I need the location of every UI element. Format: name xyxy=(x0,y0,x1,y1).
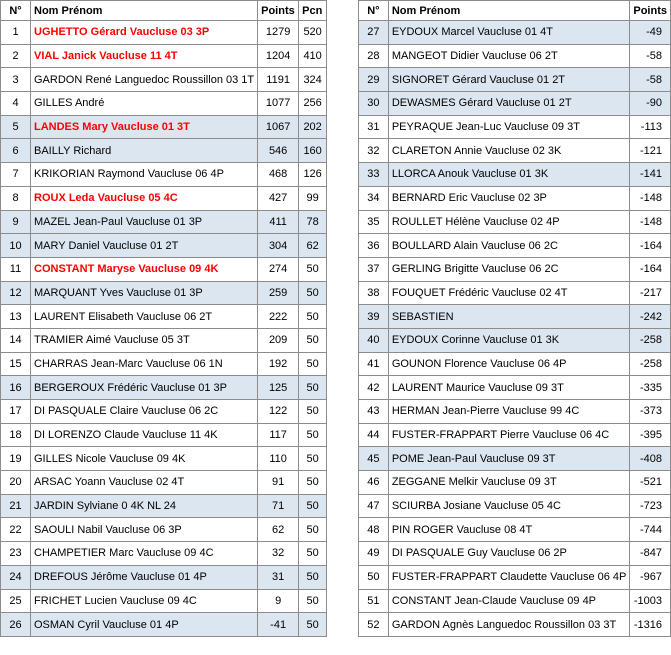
cell-points: 1077 xyxy=(258,92,299,116)
cell-points: 117 xyxy=(258,423,299,447)
cell-points: -242 xyxy=(630,305,671,329)
cell-points: -41 xyxy=(258,613,299,637)
cell-num: 43 xyxy=(359,400,389,424)
table-row xyxy=(1,376,327,400)
cell-num: 39 xyxy=(359,305,389,329)
cell-name: PEYRAQUE Jean-Luc Vaucluse 09 3T xyxy=(388,115,630,139)
cell-points: 274 xyxy=(258,257,299,281)
cell-num: 1 xyxy=(1,21,31,45)
cell-points: -258 xyxy=(630,328,671,352)
cell-name: CONSTANT Maryse Vaucluse 09 4K xyxy=(31,257,258,281)
cell-name: DI LORENZO Claude Vaucluse 11 4K xyxy=(31,423,258,447)
header-points: Points xyxy=(258,1,299,21)
cell-num: 26 xyxy=(1,613,31,637)
header-num: N° xyxy=(1,1,31,21)
cell-num: 28 xyxy=(359,44,389,68)
table-row xyxy=(1,447,327,471)
cell-name: MARY Daniel Vaucluse 01 2T xyxy=(31,234,258,258)
cell-name: OSMAN Cyril Vaucluse 01 4P xyxy=(31,613,258,637)
table-row xyxy=(359,565,671,589)
cell-name: CONSTANT Jean-Claude Vaucluse 09 4P xyxy=(388,589,630,613)
cell-num: 37 xyxy=(359,257,389,281)
cell-name: ROULLET Hélène Vaucluse 02 4P xyxy=(388,210,630,234)
cell-name: MARQUANT Yves Vaucluse 01 3P xyxy=(31,281,258,305)
cell-num: 31 xyxy=(359,115,389,139)
cell-points: 62 xyxy=(258,518,299,542)
cell-points: -90 xyxy=(630,92,671,116)
cell-points: -1316 xyxy=(630,613,671,637)
cell-name: JARDIN Sylviane 0 4K NL 24 xyxy=(31,494,258,518)
table-row xyxy=(1,163,327,187)
cell-pcn: 50 xyxy=(299,281,327,305)
table-row xyxy=(1,542,327,566)
cell-name: MAZEL Jean-Paul Vaucluse 01 3P xyxy=(31,210,258,234)
cell-pcn: 62 xyxy=(299,234,327,258)
table-row xyxy=(1,471,327,495)
table-row xyxy=(359,518,671,542)
cell-num: 48 xyxy=(359,518,389,542)
cell-points: -141 xyxy=(630,163,671,187)
table-row xyxy=(1,115,327,139)
table-row xyxy=(359,376,671,400)
table-row xyxy=(1,257,327,281)
cell-name: EYDOUX Marcel Vaucluse 01 4T xyxy=(388,21,630,45)
cell-pcn: 410 xyxy=(299,44,327,68)
cell-num: 14 xyxy=(1,328,31,352)
table-row xyxy=(359,471,671,495)
cell-name: FUSTER-FRAPPART Pierre Vaucluse 06 4C xyxy=(388,423,630,447)
cell-pcn: 50 xyxy=(299,447,327,471)
cell-num: 38 xyxy=(359,281,389,305)
cell-num: 51 xyxy=(359,589,389,613)
cell-name: LAURENT Maurice Vaucluse 09 3T xyxy=(388,376,630,400)
cell-points: -967 xyxy=(630,565,671,589)
cell-num: 12 xyxy=(1,281,31,305)
header-row xyxy=(359,1,671,21)
table-row xyxy=(359,210,671,234)
cell-pcn: 256 xyxy=(299,92,327,116)
table-row xyxy=(359,423,671,447)
cell-num: 35 xyxy=(359,210,389,234)
left-ranking-table xyxy=(0,0,327,637)
table-row xyxy=(359,234,671,258)
cell-points: 468 xyxy=(258,163,299,187)
cell-name: GARDON René Languedoc Roussillon 03 1T xyxy=(31,68,258,92)
table-row xyxy=(359,400,671,424)
cell-pcn: 50 xyxy=(299,471,327,495)
cell-pcn: 50 xyxy=(299,423,327,447)
cell-pcn: 202 xyxy=(299,115,327,139)
cell-num: 19 xyxy=(1,447,31,471)
table-row xyxy=(1,352,327,376)
cell-pcn: 324 xyxy=(299,68,327,92)
cell-num: 23 xyxy=(1,542,31,566)
table-row xyxy=(1,400,327,424)
cell-points: -395 xyxy=(630,423,671,447)
cell-num: 11 xyxy=(1,257,31,281)
cell-name: CLARETON Annie Vaucluse 02 3K xyxy=(388,139,630,163)
table-row xyxy=(1,565,327,589)
cell-points: -58 xyxy=(630,68,671,92)
table-row xyxy=(1,281,327,305)
cell-pcn: 50 xyxy=(299,494,327,518)
cell-points: -847 xyxy=(630,542,671,566)
cell-num: 25 xyxy=(1,589,31,613)
cell-name: DEWASMES Gérard Vaucluse 01 2T xyxy=(388,92,630,116)
cell-num: 29 xyxy=(359,68,389,92)
table-row xyxy=(359,542,671,566)
cell-num: 3 xyxy=(1,68,31,92)
cell-name: SCIURBA Josiane Vaucluse 05 4C xyxy=(388,494,630,518)
cell-name: FRICHET Lucien Vaucluse 09 4C xyxy=(31,589,258,613)
cell-name: UGHETTO Gérard Vaucluse 03 3P xyxy=(31,21,258,45)
cell-points: -1003 xyxy=(630,589,671,613)
cell-points: 1204 xyxy=(258,44,299,68)
table-row xyxy=(1,589,327,613)
cell-pcn: 50 xyxy=(299,400,327,424)
cell-points: 1067 xyxy=(258,115,299,139)
cell-name: FOUQUET Frédéric Vaucluse 02 4T xyxy=(388,281,630,305)
table-row xyxy=(359,186,671,210)
cell-num: 16 xyxy=(1,376,31,400)
cell-points: 1279 xyxy=(258,21,299,45)
cell-pcn: 160 xyxy=(299,139,327,163)
cell-pcn: 50 xyxy=(299,257,327,281)
cell-pcn: 50 xyxy=(299,613,327,637)
cell-name: BERNARD Eric Vaucluse 02 3P xyxy=(388,186,630,210)
table-row xyxy=(359,613,671,637)
cell-pcn: 99 xyxy=(299,186,327,210)
cell-pcn: 50 xyxy=(299,328,327,352)
cell-name: MANGEOT Didier Vaucluse 06 2T xyxy=(388,44,630,68)
cell-points: 192 xyxy=(258,352,299,376)
cell-num: 21 xyxy=(1,494,31,518)
table-row xyxy=(1,21,327,45)
table-row xyxy=(359,68,671,92)
cell-points: 1191 xyxy=(258,68,299,92)
cell-name: ROUX Leda Vaucluse 05 4C xyxy=(31,186,258,210)
cell-points: -164 xyxy=(630,257,671,281)
table-row xyxy=(359,352,671,376)
cell-num: 6 xyxy=(1,139,31,163)
cell-name: DREFOUS Jérôme Vaucluse 01 4P xyxy=(31,565,258,589)
cell-pcn: 50 xyxy=(299,542,327,566)
cell-name: GILLES Nicole Vaucluse 09 4K xyxy=(31,447,258,471)
cell-points: 259 xyxy=(258,281,299,305)
cell-num: 20 xyxy=(1,471,31,495)
table-row xyxy=(1,44,327,68)
cell-points: 222 xyxy=(258,305,299,329)
cell-points: 427 xyxy=(258,186,299,210)
table-row xyxy=(1,494,327,518)
cell-name: GARDON Agnès Languedoc Roussillon 03 3T xyxy=(388,613,630,637)
cell-name: CHAMPETIER Marc Vaucluse 09 4C xyxy=(31,542,258,566)
cell-num: 22 xyxy=(1,518,31,542)
cell-num: 5 xyxy=(1,115,31,139)
table-row xyxy=(359,139,671,163)
cell-points: -258 xyxy=(630,352,671,376)
cell-pcn: 50 xyxy=(299,565,327,589)
header-num: N° xyxy=(359,1,389,21)
cell-num: 4 xyxy=(1,92,31,116)
cell-num: 44 xyxy=(359,423,389,447)
table-row xyxy=(1,613,327,637)
cell-points: 125 xyxy=(258,376,299,400)
table-row xyxy=(359,115,671,139)
cell-name: CHARRAS Jean-Marc Vaucluse 06 1N xyxy=(31,352,258,376)
cell-num: 27 xyxy=(359,21,389,45)
table-row xyxy=(1,234,327,258)
cell-num: 49 xyxy=(359,542,389,566)
header-pcn: Pcn xyxy=(299,1,327,21)
table-row xyxy=(359,589,671,613)
cell-num: 50 xyxy=(359,565,389,589)
cell-name: ZEGGANE Melkir Vaucluse 09 3T xyxy=(388,471,630,495)
table-row xyxy=(1,139,327,163)
table-row xyxy=(359,21,671,45)
cell-points: -217 xyxy=(630,281,671,305)
cell-num: 52 xyxy=(359,613,389,637)
cell-name: BAILLY Richard xyxy=(31,139,258,163)
table-row xyxy=(359,328,671,352)
cell-points: 91 xyxy=(258,471,299,495)
table-row xyxy=(1,68,327,92)
table-row xyxy=(1,305,327,329)
cell-points: -408 xyxy=(630,447,671,471)
cell-name: EYDOUX Corinne Vaucluse 01 3K xyxy=(388,328,630,352)
cell-name: GERLING Brigitte Vaucluse 06 2C xyxy=(388,257,630,281)
table-row xyxy=(359,494,671,518)
cell-num: 2 xyxy=(1,44,31,68)
cell-num: 18 xyxy=(1,423,31,447)
cell-name: TRAMIER Aimé Vaucluse 05 3T xyxy=(31,328,258,352)
cell-points: 546 xyxy=(258,139,299,163)
table-row xyxy=(1,186,327,210)
cell-points: -121 xyxy=(630,139,671,163)
cell-points: -521 xyxy=(630,471,671,495)
cell-points: 31 xyxy=(258,565,299,589)
cell-num: 17 xyxy=(1,400,31,424)
cell-pcn: 78 xyxy=(299,210,327,234)
cell-points: 122 xyxy=(258,400,299,424)
table-row xyxy=(1,423,327,447)
cell-num: 36 xyxy=(359,234,389,258)
cell-num: 33 xyxy=(359,163,389,187)
cell-points: 209 xyxy=(258,328,299,352)
table-row xyxy=(359,257,671,281)
cell-points: -335 xyxy=(630,376,671,400)
cell-name: DI PASQUALE Claire Vaucluse 06 2C xyxy=(31,400,258,424)
cell-name: DI PASQUALE Guy Vaucluse 06 2P xyxy=(388,542,630,566)
table-row xyxy=(359,163,671,187)
cell-pcn: 50 xyxy=(299,305,327,329)
cell-points: -164 xyxy=(630,234,671,258)
cell-name: LLORCA Anouk Vaucluse 01 3K xyxy=(388,163,630,187)
cell-name: GOUNON Florence Vaucluse 06 4P xyxy=(388,352,630,376)
header-points: Points xyxy=(630,1,671,21)
table-row xyxy=(1,518,327,542)
cell-num: 42 xyxy=(359,376,389,400)
cell-points: 9 xyxy=(258,589,299,613)
cell-num: 15 xyxy=(1,352,31,376)
table-row xyxy=(359,447,671,471)
cell-pcn: 126 xyxy=(299,163,327,187)
cell-name: GILLES André xyxy=(31,92,258,116)
cell-points: -58 xyxy=(630,44,671,68)
cell-name: SAOULI Nabil Vaucluse 06 3P xyxy=(31,518,258,542)
cell-num: 45 xyxy=(359,447,389,471)
cell-points: -113 xyxy=(630,115,671,139)
cell-points: -49 xyxy=(630,21,671,45)
cell-name: SEBASTIEN xyxy=(388,305,630,329)
table-row xyxy=(359,92,671,116)
cell-num: 47 xyxy=(359,494,389,518)
cell-name: LAURENT Elisabeth Vaucluse 06 2T xyxy=(31,305,258,329)
cell-num: 7 xyxy=(1,163,31,187)
cell-points: 32 xyxy=(258,542,299,566)
cell-name: PIN ROGER Vaucluse 08 4T xyxy=(388,518,630,542)
cell-name: VIAL Janick Vaucluse 11 4T xyxy=(31,44,258,68)
cell-pcn: 50 xyxy=(299,352,327,376)
cell-name: SIGNORET Gérard Vaucluse 01 2T xyxy=(388,68,630,92)
cell-name: LANDES Mary Vaucluse 01 3T xyxy=(31,115,258,139)
table-row xyxy=(1,328,327,352)
cell-pcn: 520 xyxy=(299,21,327,45)
cell-name: KRIKORIAN Raymond Vaucluse 06 4P xyxy=(31,163,258,187)
cell-points: 71 xyxy=(258,494,299,518)
cell-num: 10 xyxy=(1,234,31,258)
cell-num: 46 xyxy=(359,471,389,495)
cell-points: -148 xyxy=(630,210,671,234)
cell-name: POME Jean-Paul Vaucluse 09 3T xyxy=(388,447,630,471)
cell-name: BOULLARD Alain Vaucluse 06 2C xyxy=(388,234,630,258)
cell-num: 40 xyxy=(359,328,389,352)
cell-pcn: 50 xyxy=(299,376,327,400)
cell-points: 110 xyxy=(258,447,299,471)
cell-points: -373 xyxy=(630,400,671,424)
cell-num: 24 xyxy=(1,565,31,589)
cell-points: -148 xyxy=(630,186,671,210)
header-name: Nom Prénom xyxy=(388,1,630,21)
table-row xyxy=(359,44,671,68)
right-ranking-table xyxy=(358,0,671,637)
cell-name: FUSTER-FRAPPART Claudette Vaucluse 06 4P xyxy=(388,565,630,589)
cell-name: HERMAN Jean-Pierre Vaucluse 99 4C xyxy=(388,400,630,424)
cell-num: 41 xyxy=(359,352,389,376)
cell-num: 34 xyxy=(359,186,389,210)
cell-points: 411 xyxy=(258,210,299,234)
cell-num: 8 xyxy=(1,186,31,210)
cell-pcn: 50 xyxy=(299,518,327,542)
cell-num: 13 xyxy=(1,305,31,329)
table-row xyxy=(359,305,671,329)
cell-name: BERGEROUX Frédéric Vaucluse 01 3P xyxy=(31,376,258,400)
table-row xyxy=(1,92,327,116)
table-row xyxy=(1,210,327,234)
header-name: Nom Prénom xyxy=(31,1,258,21)
cell-points: -723 xyxy=(630,494,671,518)
cell-points: 304 xyxy=(258,234,299,258)
header-row xyxy=(1,1,327,21)
cell-num: 30 xyxy=(359,92,389,116)
table-row xyxy=(359,281,671,305)
cell-num: 9 xyxy=(1,210,31,234)
cell-name: ARSAC Yoann Vaucluse 02 4T xyxy=(31,471,258,495)
cell-pcn: 50 xyxy=(299,589,327,613)
cell-points: -744 xyxy=(630,518,671,542)
cell-num: 32 xyxy=(359,139,389,163)
